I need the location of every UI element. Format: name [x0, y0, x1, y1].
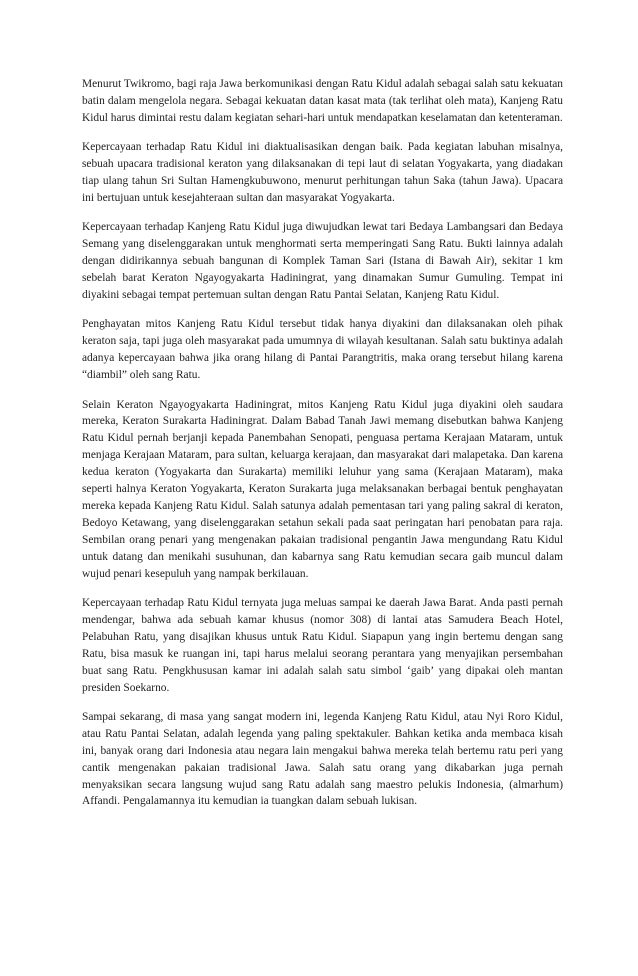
paragraph-penghayatan: Penghayatan mitos Kanjeng Ratu Kidul tersebut tidak hanya diyakini dan dilaksanakan oleh pihak keraton saja, tapi juga oleh masyarakat pada umumnya di wilayah kesultanan. Salah satu buktinya adalah adanya kepercayaan bahwa jika orang hilang di Pantai Parangtritis, maka orang tersebut hilang karena “diambil” oleh sang Ratu.: [82, 318, 563, 382]
paragraph-jawa-barat: Kepercayaan terhadap Ratu Kidul ternyata juga meluas sampai ke daerah Jawa Barat. Anda pasti pernah mendengar, bahwa ada sebuah kamar khusus (nomor 308) di lantai atas Samudera Beach Hotel, Pelabuhan Ratu, yang disajikan khusus untuk Ratu Kidul. Siapapun yang ingin bertemu dengan sang Ratu, bisa masuk ke ruangan ini, tapi harus melalui seorang perantara yang menyajikan persembahan buat sang Ratu. Pengkhususan kamar ini adalah salah satu simbol ‘gaib’ yang dipakai oleh mantan presiden Soekarno.: [82, 596, 563, 694]
document-page: [82, 76, 563, 823]
paragraph-labuhan: Kepercayaan terhadap Ratu Kidul ini diaktualisasikan dengan baik. Pada kegiatan labuhan misalnya, sebuah upacara tradisional keraton yang dilaksanakan di tepi laut di selatan Yogyakarta, yang diadakan tiap ulang tahun Sri Sultan Hamengkubuwono, menurut perhitungan tahun Saka (tahun Jawa). Upacara ini bertujuan untuk kesejahteraan sultan dan masyarakat Yogyakarta.: [82, 141, 563, 204]
paragraph-bedaya: Kepercayaan terhadap Kanjeng Ratu Kidul juga diwujudkan lewat tari Bedaya Lambangsari dan Bedaya Semang yang diselenggarakan untuk menghormati serta memperingati Sang Ratu. Bukti lainnya adalah dengan didirikannya sebuah bangunan di Komplek Taman Sari (Istana di Bawah Air), sekitar 1 km sebelah barat Keraton Ngayogyakarta Hadiningrat, yang dinamakan Sumur Gumuling. Tempat ini diyakini sebagai tempat pertemuan sultan dengan Ratu Pantai Selatan, Kanjeng Ratu Kidul.: [82, 221, 563, 301]
paragraph-twikromo: Menurut Twikromo, bagi raja Jawa berkomunikasi dengan Ratu Kidul adalah sebagai salah satu kekuatan batin dalam mengelola negara. Sebagai kekuatan datan kasat mata (tak terlihat oleh mata), Kanjeng Ratu Kidul harus dimintai restu dalam kegiatan sehari-hari untuk mendapatkan keselamatan dan ketenteraman.: [82, 78, 563, 124]
paragraph-modern: Sampai sekarang, di masa yang sangat modern ini, legenda Kanjeng Ratu Kidul, atau Nyi Roro Kidul, atau Ratu Pantai Selatan, adalah legenda yang paling spektakuler. Bahkan ketika anda membaca kisah ini, banyak orang dari Indonesia atau negara lain mengakui bahwa mereka telah bertemu ratu peri yang cantik mengenakan pakaian tradisional Jawa. Salah satu orang yang dikabarkan juga pernah menyaksikan secara langsung wujud sang Ratu adalah sang maestro pelukis Indonesia, (almarhum) Affandi. Pengalamannya itu kemudian ia tuangkan dalam sebuah lukisan.: [82, 710, 563, 808]
paragraph-surakarta: Selain Keraton Ngayogyakarta Hadiningrat, mitos Kanjeng Ratu Kidul juga diyakini oleh saudara mereka, Keraton Surakarta Hadiningrat. Dalam Babad Tanah Jawi memang disebutkan bahwa Kanjeng Ratu Kidul pernah berjanji kepada Panembahan Senopati, penguasa pertama Kerajaan Mataram, untuk menjaga Kerajaan Mataram, para sultan, keluarga kerajaan, dan masyarakat dari malapetaka. Dan karena kedua keraton (Yogyakarta dan Surakarta) memiliki leluhur yang sama (Kerajaan Mataram), maka seperti halnya Keraton Yogyakarta, Keraton Surakarta juga melaksanakan berbagai bentuk penghayatan mereka kepada Kanjeng Ratu Kidul. Salah satunya adalah pementasan tari yang paling sakral di keraton, Bedoyo Ketawang, yang diselenggarakan setahun sekali pada saat peringatan hari penobatan para raja. Sembilan orang penari yang mengenakan pakaian tradisional pengantin Jawa mengundang Ratu Kidul untuk datang dan menikahi susuhunan, dan kabarnya sang Ratu kemudian secara gaib muncul dalam wujud penari kesepuluh yang nampak berkilauan.: [82, 398, 563, 580]
